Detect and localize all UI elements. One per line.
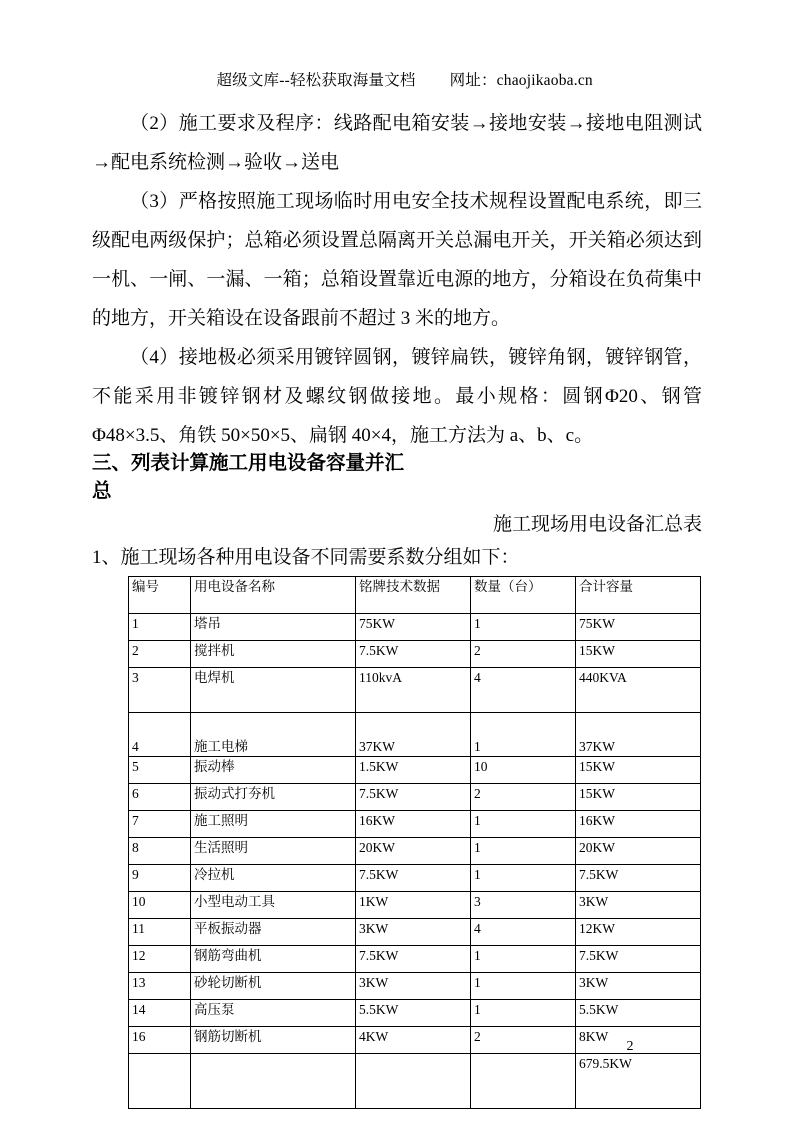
cell-spec: 7.5KW <box>356 946 471 973</box>
cell-qty: 1 <box>471 614 576 641</box>
cell-qty: 2 <box>471 641 576 668</box>
cell-spec: 1KW <box>356 892 471 919</box>
cell-total: 37KW <box>576 713 701 757</box>
cell-qty: 2 <box>471 1027 576 1054</box>
cell-spec: 20KW <box>356 838 471 865</box>
column-header-qty: 数量（台） <box>471 577 576 614</box>
cell-name: 振动式打夯机 <box>191 784 356 811</box>
cell-no: 8 <box>129 838 191 865</box>
paragraph-grounding-electrode-block <box>92 338 702 455</box>
cell-no: 14 <box>129 1000 191 1027</box>
section-heading <box>92 450 702 506</box>
cell-name: 生活照明 <box>191 838 356 865</box>
cell-no: 5 <box>129 757 191 784</box>
cell-total: 5.5KW <box>576 1000 701 1027</box>
header-site: 网址：chaojikaoba.cn <box>449 72 593 89</box>
cell-total: 15KW <box>576 757 701 784</box>
cell-qty: 1 <box>471 1000 576 1027</box>
cell-total: 12KW <box>576 919 701 946</box>
cell-no: 10 <box>129 892 191 919</box>
cell-no: 12 <box>129 946 191 973</box>
cell-no <box>129 1054 191 1109</box>
cell-spec: 37KW <box>356 713 471 757</box>
cell-qty: 4 <box>471 919 576 946</box>
cell-no: 2 <box>129 641 191 668</box>
table-row <box>129 757 701 784</box>
cell-name: 高压泵 <box>191 1000 356 1027</box>
column-header-no: 编号 <box>129 577 191 614</box>
cell-total: 3KW <box>576 973 701 1000</box>
equipment-summary-table <box>128 576 701 1109</box>
cell-qty: 1 <box>471 713 576 757</box>
cell-spec: 110kvA <box>356 668 471 713</box>
cell-qty: 2 <box>471 784 576 811</box>
cell-no: 6 <box>129 784 191 811</box>
header-brand: 超级文库--轻松获取海量文档 <box>216 72 416 89</box>
cell-qty: 10 <box>471 757 576 784</box>
cell-total: 7.5KW <box>576 865 701 892</box>
cell-spec: 1.5KW <box>356 757 471 784</box>
cell-spec: 7.5KW <box>356 784 471 811</box>
column-header-total: 合计容量 <box>576 577 701 614</box>
cell-spec: 16KW <box>356 811 471 838</box>
cell-total: 16KW <box>576 811 701 838</box>
list-intro-line: 1、施工现场各种用电设备不同需要系数分组如下： <box>92 547 520 568</box>
paragraph-power-distribution-block <box>92 182 702 338</box>
section-heading-line-2: 总 <box>92 481 112 502</box>
table-row <box>129 614 701 641</box>
cell-no: 7 <box>129 811 191 838</box>
paragraph-req-procedure: （2）施工要求及程序：线路配电箱安装→接地安装→接地电阻测试→配电系统检测→验收→送电 <box>92 113 702 173</box>
table-row <box>129 865 701 892</box>
cell-qty: 1 <box>471 811 576 838</box>
table-row <box>129 946 701 973</box>
cell-total: 7.5KW <box>576 946 701 973</box>
cell-name: 钢筋切断机 <box>191 1027 356 1054</box>
table-row <box>129 1000 701 1027</box>
paragraph-req-procedure-block <box>92 104 702 182</box>
page-number: 2 <box>626 1039 634 1054</box>
cell-total: 75KW <box>576 614 701 641</box>
cell-spec: 7.5KW <box>356 865 471 892</box>
cell-total: 440KVA <box>576 668 701 713</box>
cell-spec: 5.5KW <box>356 1000 471 1027</box>
table-row <box>129 668 701 713</box>
cell-qty: 4 <box>471 668 576 713</box>
cell-total: 15KW <box>576 641 701 668</box>
cell-name: 施工电梯 <box>191 713 356 757</box>
table-caption: 施工现场用电设备汇总表 <box>492 514 702 535</box>
cell-name: 电焊机 <box>191 668 356 713</box>
cell-spec <box>356 1054 471 1109</box>
cell-qty: 1 <box>471 973 576 1000</box>
table-row <box>129 973 701 1000</box>
cell-total: 20KW <box>576 838 701 865</box>
cell-qty: 1 <box>471 838 576 865</box>
cell-name: 钢筋弯曲机 <box>191 946 356 973</box>
table-header-row <box>129 577 701 614</box>
cell-qty <box>471 1054 576 1109</box>
cell-name: 施工照明 <box>191 811 356 838</box>
cell-name: 砂轮切断机 <box>191 973 356 1000</box>
cell-qty: 1 <box>471 865 576 892</box>
cell-total-sum: 679.5KW <box>576 1054 701 1109</box>
cell-spec: 3KW <box>356 919 471 946</box>
cell-qty: 1 <box>471 946 576 973</box>
table-row <box>129 784 701 811</box>
column-header-name: 用电设备名称 <box>191 577 356 614</box>
table-row <box>129 811 701 838</box>
cell-no: 11 <box>129 919 191 946</box>
cell-total: 3KW <box>576 892 701 919</box>
cell-no: 9 <box>129 865 191 892</box>
table-row <box>129 1027 701 1054</box>
cell-total: 8KW <box>576 1027 701 1054</box>
table-row <box>129 713 701 757</box>
cell-qty: 3 <box>471 892 576 919</box>
cell-no: 4 <box>129 713 191 757</box>
cell-total: 15KW <box>576 784 701 811</box>
cell-name: 搅拌机 <box>191 641 356 668</box>
table-row <box>129 892 701 919</box>
cell-name: 振动棒 <box>191 757 356 784</box>
cell-no: 16 <box>129 1027 191 1054</box>
column-header-spec: 铭牌技术数据 <box>356 577 471 614</box>
table-row <box>129 641 701 668</box>
cell-no: 3 <box>129 668 191 713</box>
cell-spec: 4KW <box>356 1027 471 1054</box>
cell-name: 冷拉机 <box>191 865 356 892</box>
section-heading-line-1: 三、列表计算施工用电设备容量并汇 <box>92 453 405 474</box>
cell-name <box>191 1054 356 1109</box>
cell-no: 1 <box>129 614 191 641</box>
paragraph-power-distribution: （3）严格按照施工现场临时用电安全技术规程设置配电系统，即三级配电两级保护；总箱必须设置总隔离开关总漏电开关，开关箱必须达到一机、一闸、一漏、一箱；总箱设置靠近电源的地方，分箱设在负荷集中的地方，开关箱设在设备跟前不超过 3 米的地方。 <box>92 191 702 329</box>
cell-name: 平板振动器 <box>191 919 356 946</box>
cell-spec: 7.5KW <box>356 641 471 668</box>
paragraph-grounding-electrode: （4）接地极必须采用镀锌圆钢，镀锌扁铁，镀锌角钢，镀锌钢管，不能采用非镀锌钢材及螺纹钢做接地。最小规格：圆钢Φ20、钢管Φ48×3.5、角铁 50×50×5、扁钢 40×4，施工方法为 a、b、c。 <box>92 347 702 446</box>
cell-name: 塔吊 <box>191 614 356 641</box>
cell-no: 13 <box>129 973 191 1000</box>
cell-spec: 75KW <box>356 614 471 641</box>
document-header <box>0 50 793 108</box>
cell-name: 小型电动工具 <box>191 892 356 919</box>
cell-spec: 3KW <box>356 973 471 1000</box>
table-row <box>129 919 701 946</box>
table-row <box>129 838 701 865</box>
table-summary-row <box>129 1054 701 1109</box>
